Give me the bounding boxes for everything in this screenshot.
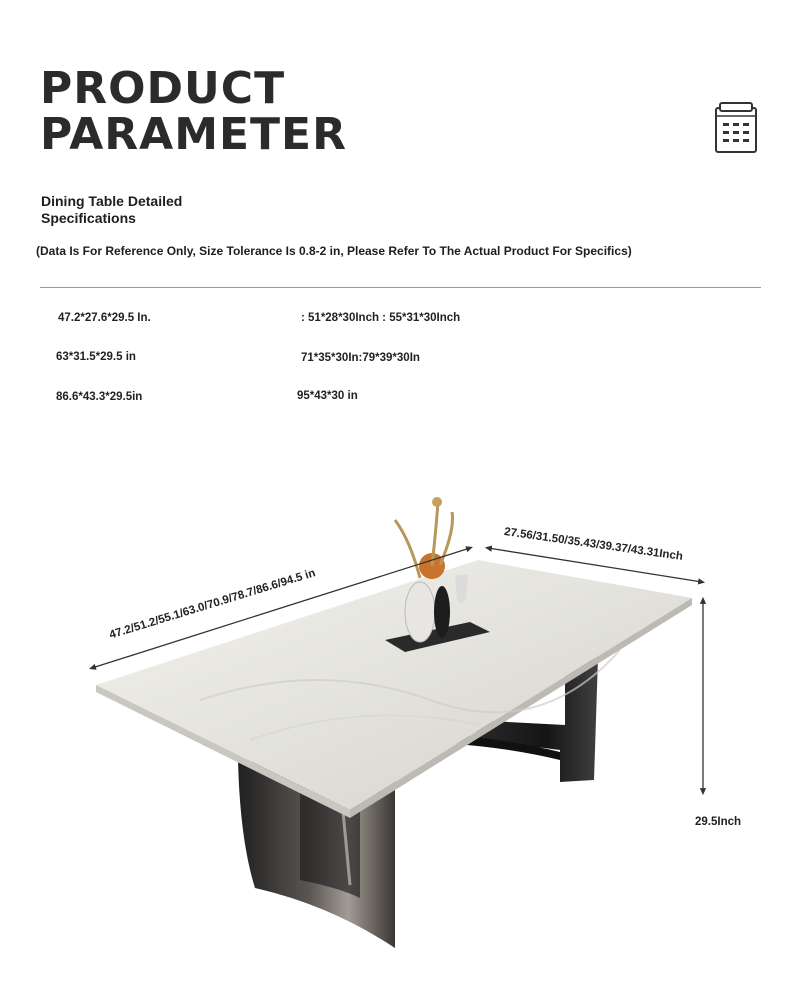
width-dimension-label: 27.56/31.50/35.43/39.37/43.31Inch	[503, 526, 684, 563]
specs-subtitle: Dining Table Detailed Specifications	[41, 193, 183, 226]
size-item: 71*35*30In:79*39*30In	[301, 352, 420, 364]
title-line-product: PRODUCT	[40, 63, 286, 114]
size-item: : 51*28*30Inch : 55*31*30Inch	[301, 312, 461, 324]
height-dimension-label: 29.5Inch	[695, 816, 742, 828]
title-line-parameter: PARAMETER	[40, 109, 347, 160]
size-item: 95*43*30 in	[297, 390, 358, 402]
specs-note: (Data Is For Reference Only, Size Tolerance Is 0.8-2 in, Please Refer To The Actual Product For Specifics)	[36, 244, 632, 258]
divider	[40, 287, 761, 288]
size-item: 86.6*43.3*29.5in	[56, 391, 143, 403]
size-item: 63*31.5*29.5 in	[56, 351, 136, 363]
calculator-icon	[714, 102, 758, 154]
table-top	[96, 560, 692, 818]
length-dimension-label: 47.2/51.2/55.1/63.0/70.9/78.7/86.6/94.5 in	[108, 567, 317, 642]
size-item: 47.2*27.6*29.5 In.	[58, 312, 151, 324]
